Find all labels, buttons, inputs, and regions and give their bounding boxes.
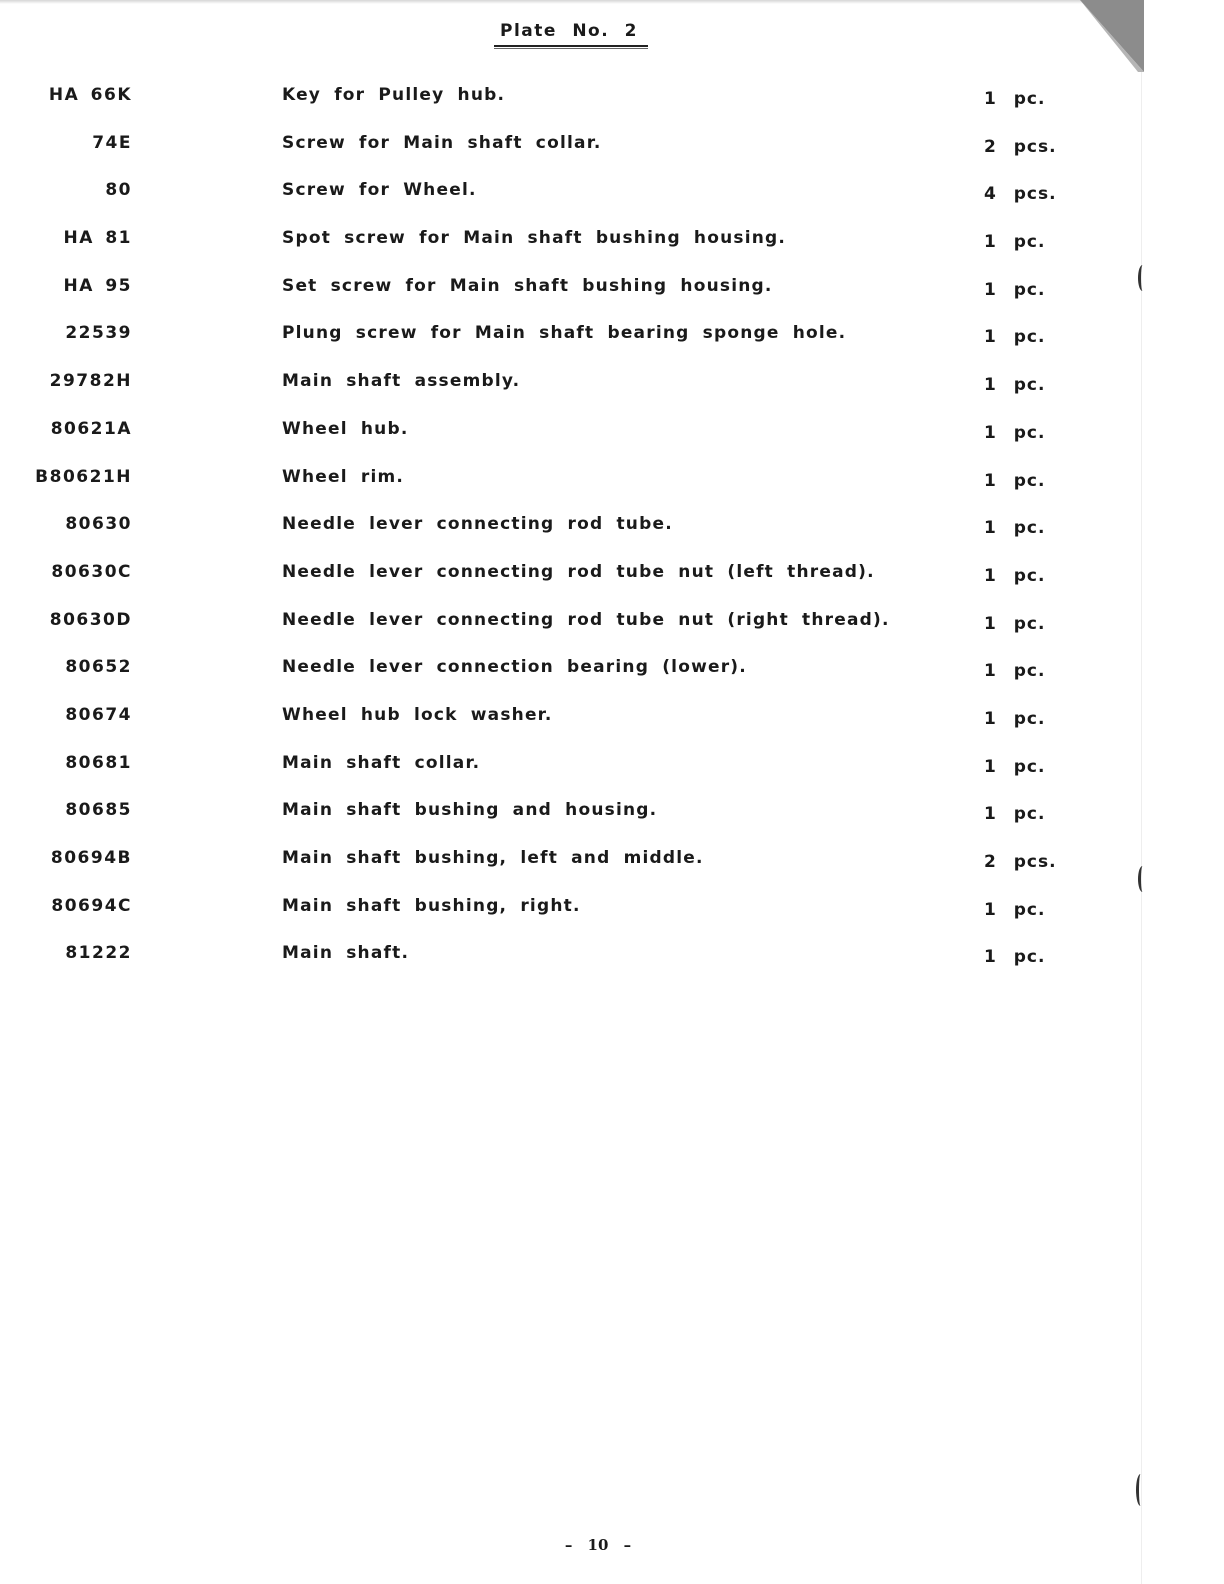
part-quantity: 1 pc. [984, 804, 1046, 825]
parts-list-row [0, 83, 1140, 131]
part-quantity: 1 pc. [984, 470, 1046, 491]
part-description: Set screw for Main shaft bushing housing. [282, 275, 773, 296]
part-number: 81222 [65, 943, 132, 964]
parts-list-row [0, 369, 1140, 417]
plate-title: Plate No. 2 [500, 21, 638, 41]
parts-list-row [0, 274, 1140, 322]
part-number: 29782H [49, 371, 132, 392]
page-number: – 10 – [564, 1536, 632, 1554]
part-number: HA 66K [48, 85, 132, 105]
parts-list-row [0, 226, 1140, 274]
part-description: Screw for Wheel. [282, 180, 477, 201]
parts-list-row [0, 798, 1140, 846]
part-number: 80674 [65, 704, 132, 725]
part-number: 80630 [65, 514, 132, 535]
page-top-edge [0, 0, 1150, 4]
part-description: Wheel hub. [282, 418, 409, 439]
parts-list-row [0, 608, 1140, 656]
part-quantity: 1 pc. [984, 756, 1046, 777]
binder-hole-mark [1136, 1474, 1145, 1506]
part-description: Spot screw for Main shaft bushing housing. [282, 228, 787, 249]
part-description: Main shaft bushing and housing. [282, 800, 658, 821]
part-number: 80630C [51, 561, 132, 582]
part-quantity: 2 pcs. [984, 852, 1057, 872]
part-quantity: 1 pc. [984, 661, 1046, 682]
parts-list-row [0, 465, 1140, 513]
part-number: 80685 [65, 800, 132, 821]
parts-list-row [0, 751, 1140, 799]
parts-list-row [0, 703, 1140, 751]
parts-list-row [0, 321, 1140, 369]
part-number: 80630D [49, 609, 132, 630]
part-quantity: 1 pc. [984, 232, 1046, 253]
part-number: B80621H [35, 466, 132, 487]
part-quantity: 1 pc. [984, 613, 1046, 634]
parts-list-row [0, 894, 1140, 942]
parts-list-row [0, 846, 1140, 894]
page-right-margin [1141, 0, 1224, 1584]
parts-list-row [0, 512, 1140, 560]
part-description: Needle lever connecting rod tube nut (right thread). [282, 609, 890, 630]
part-description: Key for Pulley hub. [282, 85, 506, 105]
part-description: Main shaft. [282, 943, 410, 964]
part-description: Main shaft bushing, right. [282, 895, 581, 916]
parts-list-row [0, 131, 1140, 179]
parts-list-row [0, 655, 1140, 703]
part-number: HA 81 [63, 228, 132, 249]
part-description: Wheel hub lock washer. [282, 704, 553, 725]
part-quantity: 1 pc. [984, 422, 1046, 443]
part-number: 80 [105, 180, 132, 201]
part-description: Needle lever connecting rod tube nut (left thread). [282, 561, 875, 582]
part-number: 80652 [65, 657, 132, 678]
part-number: HA 95 [63, 275, 132, 296]
part-description: Needle lever connection bearing (lower). [282, 657, 747, 678]
part-quantity: 1 pc. [984, 565, 1046, 586]
part-quantity: 1 pc. [984, 708, 1046, 729]
part-number: 80621A [50, 418, 132, 439]
part-quantity: 4 pcs. [984, 184, 1057, 205]
part-quantity: 2 pcs. [984, 136, 1057, 157]
part-description: Plung screw for Main shaft bearing sponge hole. [282, 323, 847, 344]
part-number: 74E [92, 132, 132, 153]
parts-list-row [0, 560, 1140, 608]
part-quantity: 1 pc. [984, 518, 1046, 539]
parts-list-row [0, 178, 1140, 226]
part-quantity: 1 pc. [984, 327, 1046, 348]
part-number: 80694C [51, 895, 132, 916]
part-quantity: 1 pc. [984, 375, 1046, 396]
part-quantity: 1 pc. [984, 279, 1046, 300]
folded-corner [1080, 0, 1144, 72]
part-quantity: 1 pc. [984, 89, 1046, 109]
part-description: Main shaft collar. [282, 752, 481, 773]
part-quantity: 1 pc. [984, 947, 1046, 968]
part-quantity: 1 pc. [984, 899, 1046, 920]
part-description: Needle lever connecting rod tube. [282, 514, 673, 535]
part-number: 22539 [65, 323, 132, 344]
parts-list-row [0, 941, 1140, 989]
part-number: 80681 [65, 752, 132, 773]
part-description: Wheel rim. [282, 466, 405, 487]
part-number: 80694B [50, 848, 132, 868]
parts-list-row [0, 417, 1140, 465]
parts-list [0, 83, 1140, 989]
part-description: Main shaft assembly. [282, 371, 521, 392]
part-description: Screw for Main shaft collar. [282, 132, 602, 153]
part-description: Main shaft bushing, left and middle. [282, 848, 704, 868]
title-underline [494, 45, 648, 49]
